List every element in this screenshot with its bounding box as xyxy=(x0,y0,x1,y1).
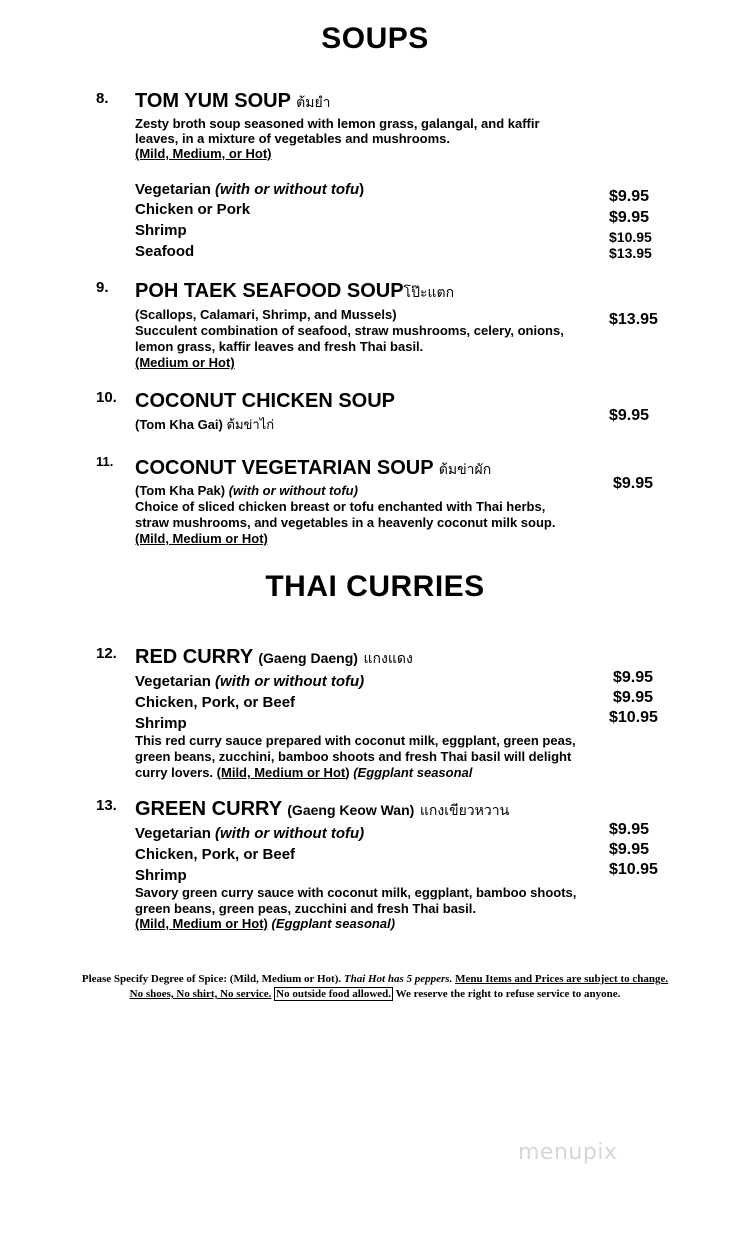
option-note-close: ) xyxy=(359,181,365,198)
item-description: green beans, green peas, zucchini and fresh Thai basil. xyxy=(135,901,476,916)
option-note: (with or without tofu) xyxy=(215,825,365,842)
footer-subject-change: Menu Items and Prices are subject to change. xyxy=(455,973,669,985)
item-subtitle-text: (Tom Kha Gai) xyxy=(135,417,223,432)
item-name-text: POH TAEK SEAFOOD SOUP xyxy=(135,280,404,302)
option-chicken-pork-beef: Chicken, Pork, or Beef xyxy=(135,846,296,863)
item-name-text: GREEN CURRY xyxy=(135,798,282,820)
price: $10.95 xyxy=(609,861,658,878)
item-description: This red curry sauce prepared with coconut milk, eggplant, green peas, xyxy=(135,733,576,748)
option-chicken-pork: Chicken or Pork xyxy=(135,201,251,218)
option-vegetarian xyxy=(135,673,364,690)
item-description: Savory green curry sauce with coconut milk, eggplant, bamboo shoots, xyxy=(135,885,577,900)
footer-no-food: No outside food allowed. xyxy=(276,988,392,1000)
item-number: 13. xyxy=(96,797,117,814)
soups-title: SOUPS xyxy=(321,22,429,55)
item-thai-name: โป๊ะแตก xyxy=(403,285,455,301)
item-description: green beans, zucchini, bamboo shoots and fresh Thai basil will delight xyxy=(135,749,572,764)
item-description: Succulent combination of seafood, straw mushrooms, celery, onions, xyxy=(135,323,564,338)
seasonal-note: (Eggplant seasonal) xyxy=(271,916,396,931)
price: $10.95 xyxy=(609,229,652,245)
price: $9.95 xyxy=(613,669,654,686)
item-number: 11. xyxy=(96,454,114,469)
item-subtitle: (Gaeng Daeng) xyxy=(258,650,358,666)
price: $10.95 xyxy=(609,709,658,726)
item-subtitle-text: (Tom Kha Pak) xyxy=(135,483,226,498)
spice-level: (Mild, Medium or Hot xyxy=(216,765,346,780)
footer-thai-hot: Thai Hot has 5 peppers. xyxy=(343,973,453,985)
item-number: 9. xyxy=(96,279,109,296)
price: $13.95 xyxy=(609,311,658,328)
item-thai-name: ต้มข่าผัก xyxy=(438,462,492,478)
item-name-poh-taek xyxy=(135,280,454,304)
item-description xyxy=(135,916,395,932)
spice-level: (Mild, Medium or Hot) xyxy=(135,531,268,546)
option-vegetarian xyxy=(135,181,364,198)
price: $9.95 xyxy=(609,821,650,838)
item-name-coconut-chicken: COCONUT CHICKEN SOUP xyxy=(135,390,396,412)
footer-reserve: We reserve the right to refuse service to anyone. xyxy=(395,988,621,1000)
item-description: Choice of sliced chicken breast or tofu enchanted with Thai herbs, xyxy=(135,499,546,514)
option-shrimp: Shrimp xyxy=(135,867,187,884)
spice-level: (Mild, Medium or Hot) xyxy=(135,916,268,931)
spice-level: (Mild, Medium, or Hot) xyxy=(135,146,272,161)
footer-spice: Please Specify Degree of Spice: (Mild, Medium or Hot). xyxy=(81,973,342,985)
item-name-text: RED CURRY xyxy=(135,646,253,668)
option-label: Vegetarian xyxy=(135,673,211,690)
item-description: lemon grass, kaffir leaves and fresh Thai basil. xyxy=(135,339,424,354)
item-thai-name: ต้มข่าไก่ xyxy=(226,418,275,433)
option-seafood: Seafood xyxy=(135,243,195,260)
option-label: Vegetarian xyxy=(135,181,211,198)
price: $9.95 xyxy=(609,188,650,205)
price: $13.95 xyxy=(609,245,652,261)
item-thai-name: แกงแดง xyxy=(363,651,413,667)
item-description-text: curry lovers. xyxy=(135,765,214,780)
item-subtitle xyxy=(135,417,274,434)
price: $9.95 xyxy=(609,841,650,858)
item-number: 8. xyxy=(96,90,109,107)
price: $9.95 xyxy=(609,407,650,424)
price: $9.95 xyxy=(613,689,654,706)
item-name-tom-yum xyxy=(135,90,331,114)
item-subtitle xyxy=(135,483,358,499)
item-description: leaves, in a mixture of vegetables and mushrooms. xyxy=(135,131,450,146)
item-name-text: TOM YUM SOUP xyxy=(135,90,291,112)
item-subtitle: (Scallops, Calamari, Shrimp, and Mussels) xyxy=(135,307,397,322)
item-note: (with or without tofu) xyxy=(228,483,358,498)
item-name-red-curry xyxy=(135,646,413,670)
item-thai-name: แกงเขียวหวาน xyxy=(419,803,510,819)
curries-title: THAI CURRIES xyxy=(265,570,485,603)
option-shrimp: Shrimp xyxy=(135,222,187,239)
item-name-green-curry xyxy=(135,798,509,822)
option-note: (with or without tofu xyxy=(215,181,360,198)
item-subtitle: (Gaeng Keow Wan) xyxy=(287,802,415,818)
option-note: (with or without tofu) xyxy=(215,673,365,690)
option-shrimp: Shrimp xyxy=(135,715,187,732)
footer-line-1 xyxy=(0,972,750,987)
price: $9.95 xyxy=(609,209,650,226)
spice-level-close: ) xyxy=(345,765,350,780)
option-vegetarian xyxy=(135,825,364,842)
option-chicken-pork-beef: Chicken, Pork, or Beef xyxy=(135,694,296,711)
item-name-text: COCONUT VEGETARIAN SOUP xyxy=(135,457,434,479)
item-thai-name: ต้มยำ xyxy=(296,95,331,111)
spice-level: (Medium or Hot) xyxy=(135,355,235,370)
item-description: straw mushrooms, and vegetables in a heavenly coconut milk soup. xyxy=(135,515,556,530)
item-number: 10. xyxy=(96,389,117,406)
item-description: Zesty broth soup seasoned with lemon grass, galangal, and kaffir xyxy=(135,116,540,131)
watermark-logo: menupix xyxy=(518,1140,618,1165)
footer-line-2 xyxy=(0,987,750,1002)
price: $9.95 xyxy=(613,475,654,492)
footer-no-shoes: No shoes, No shirt, No service. xyxy=(129,988,272,1000)
item-description xyxy=(135,765,472,781)
item-name-coconut-veg xyxy=(135,457,491,481)
option-label: Vegetarian xyxy=(135,825,211,842)
item-number: 12. xyxy=(96,645,117,662)
seasonal-note: (Eggplant seasonal xyxy=(353,765,473,780)
